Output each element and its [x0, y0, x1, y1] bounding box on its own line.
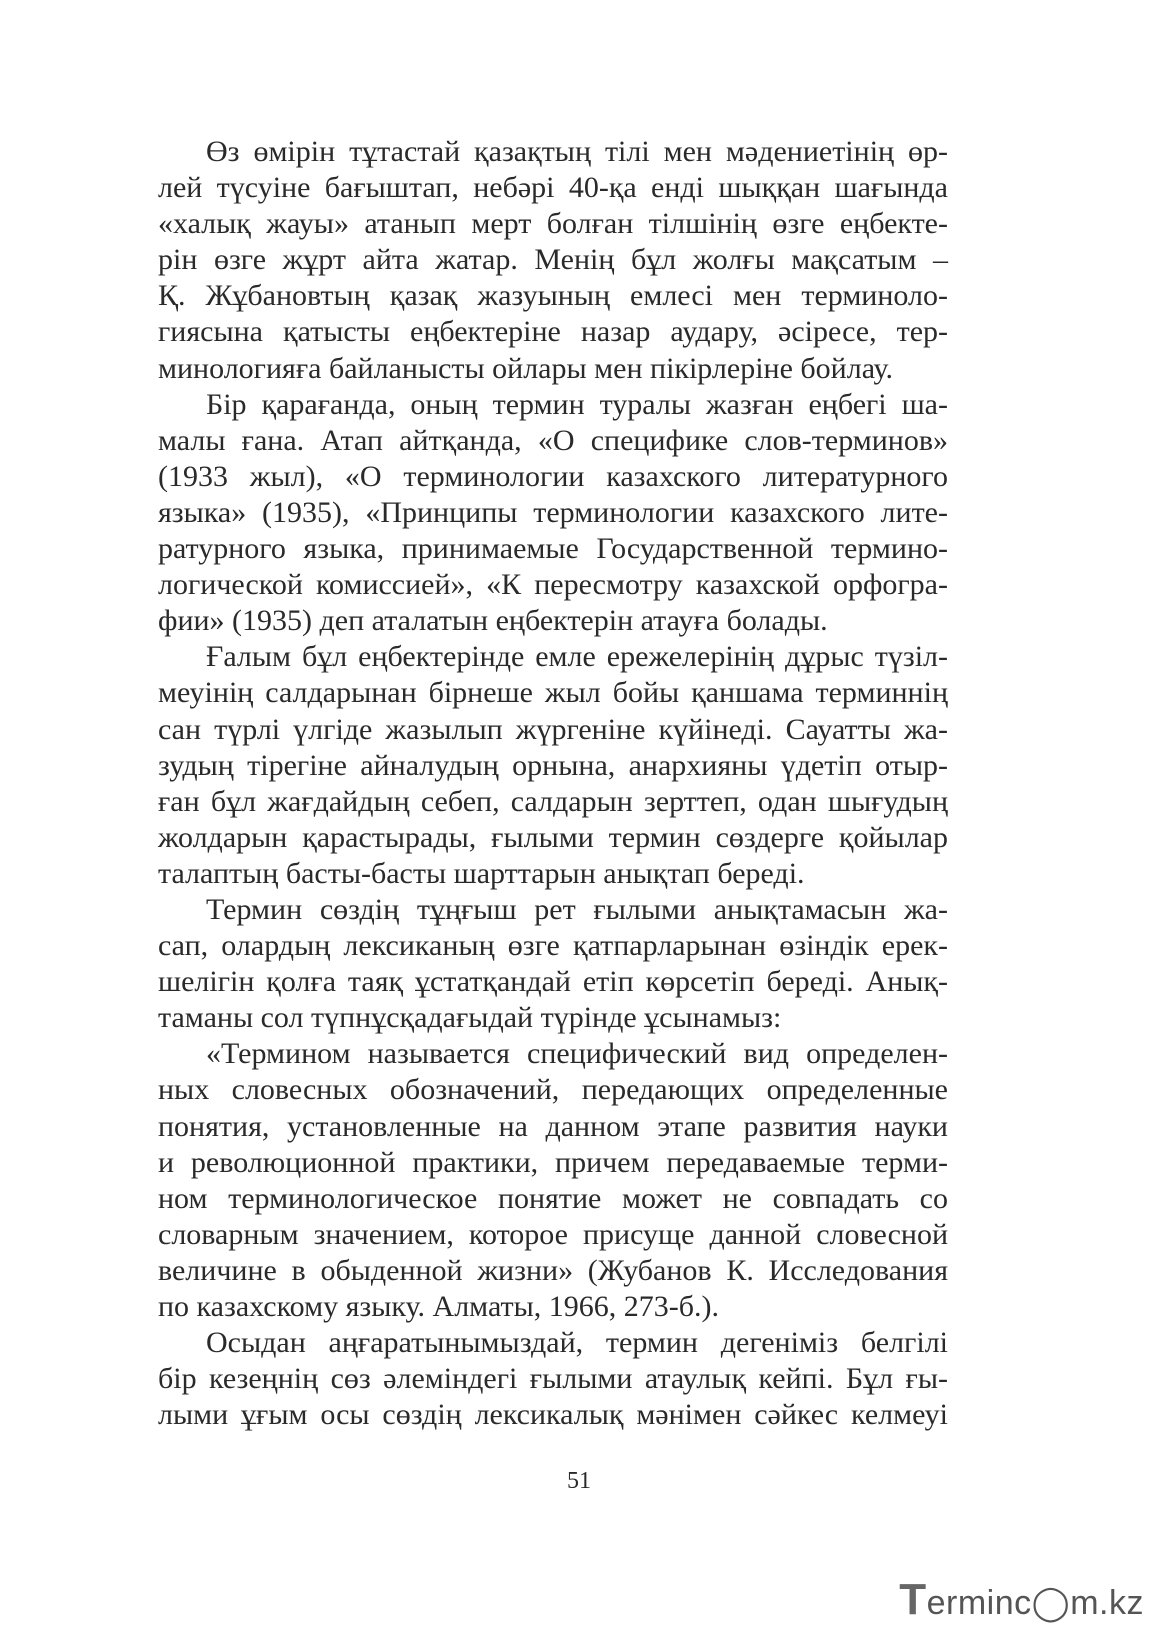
paragraph: [158, 639, 948, 892]
text-line: гиясына қатысты еңбектеріне назар аудару, әсіресе, тер-: [158, 315, 948, 349]
text-line: словарным значением, которое присуще данной словесной: [158, 1217, 948, 1251]
text-line: «Термином называется специфический вид определен-: [206, 1037, 948, 1071]
text-line: логической комиссией», «К пересмотру казахской орфогра-: [158, 568, 948, 602]
text-line: лыми ұғым осы сөздің лексикалық мәнімен сәйкес келмеуі: [158, 1398, 948, 1432]
text-line: по казахскому языку. Алматы, 1966, 273-б.).: [158, 1290, 719, 1323]
text-line: шелігін қолға таяқ ұстатқандай етіп көрсетіп береді. Анық-: [158, 965, 948, 999]
text-line: фии» (1935) деп аталатын еңбектерін атауға болады.: [158, 604, 828, 638]
text-line: рін өзге жұрт айта жатар. Менің бұл жолғы мақсатым –: [158, 243, 948, 277]
paragraph: [158, 134, 948, 387]
text-line: величине в обыденной жизни» (Жубанов К. Исследования: [158, 1253, 948, 1287]
text-line: сап, олардың лексиканың өзге қатпарларынан өзіндік ерек-: [158, 929, 948, 963]
watermark-domain: m.kz: [1070, 1584, 1144, 1622]
text-line: Бір қарағанда, оның термин туралы жазған еңбегі ша-: [206, 387, 948, 421]
text-line: языка» (1935), «Принципы терминологии казахского лите-: [158, 495, 948, 529]
text-line: бір кезеңнің сөз әлеміндегі ғылыми атаулық кейпі. Бұл ғы-: [158, 1362, 948, 1396]
text-line: «халық жауы» атанып мерт болған тілшінің өзге еңбекте-: [158, 207, 948, 241]
watermark-letter: T: [899, 1575, 927, 1624]
text-line: жолдарын қарастырады, ғылыми термин сөздерге қойылар: [158, 820, 948, 854]
text-line: (1933 жыл), «О терминологии казахского литературного: [158, 459, 948, 493]
text-line: ратурного языка, принимаемые Государственной термино-: [158, 532, 948, 566]
text-line: Қ. Жұбановтың қазақ жазуының емлесі мен терминоло-: [158, 279, 948, 313]
text-line: таманы сол түпнұсқадағыдай түрінде ұсынамыз:: [158, 1001, 782, 1035]
text-line: минологияға байланысты ойлары мен пікірлеріне бойлау.: [158, 351, 893, 385]
page-text: [158, 134, 948, 1433]
watermark-logo: [899, 1575, 1144, 1625]
paragraph: [158, 387, 948, 640]
text-line: малы ғана. Атап айтқанда, «О специфике слов-терминов»: [158, 423, 948, 457]
page-number: 51: [567, 1468, 591, 1494]
paragraph: [158, 1325, 948, 1433]
text-line: и революционной практики, причем передаваемые терми-: [158, 1145, 948, 1179]
text-line: Термин сөздің тұңғыш рет ғылыми анықтамасын жа-: [206, 892, 948, 926]
text-line: сан түрлі үлгіде жазылып жүргеніне күйінеді. Сауатты жа-: [158, 712, 948, 746]
text-line: зудың тірегіне айналудың орнына, анархияны үдетіп отыр-: [158, 748, 948, 782]
text-line: ных словесных обозначений, передающих определенные: [158, 1073, 948, 1107]
text-line: ном терминологическое понятие может не совпадать со: [158, 1181, 948, 1215]
text-line: лей түсуіне бағыштап, небәрі 40-қа енді шыққан шағында: [158, 171, 948, 205]
watermark-text: erminc: [926, 1584, 1032, 1622]
text-line: Ғалым бұл еңбектерінде емле ережелерінің дұрыс түзіл-: [206, 640, 948, 674]
paragraph: [158, 892, 948, 1036]
magnifier-icon: ◯: [1031, 1584, 1071, 1622]
text-line: талаптың басты-басты шарттарын анықтап береді.: [158, 856, 805, 890]
text-line: понятия, установленные на данном этапе развития науки: [158, 1109, 948, 1143]
text-line: Өз өмірін тұтастай қазақтың тілі мен мәдениетінің өр-: [206, 135, 948, 168]
text-line: меуінің салдарынан бірнеше жыл бойы қаншама терминнің: [158, 676, 948, 710]
text-line: ған бұл жағдайдың себеп, салдарын зерттеп, одан шығудың: [158, 784, 948, 818]
paragraph: [158, 1036, 948, 1325]
text-line: Осыдан аңғаратынымыздай, термин дегеніміз белгілі: [206, 1326, 948, 1360]
